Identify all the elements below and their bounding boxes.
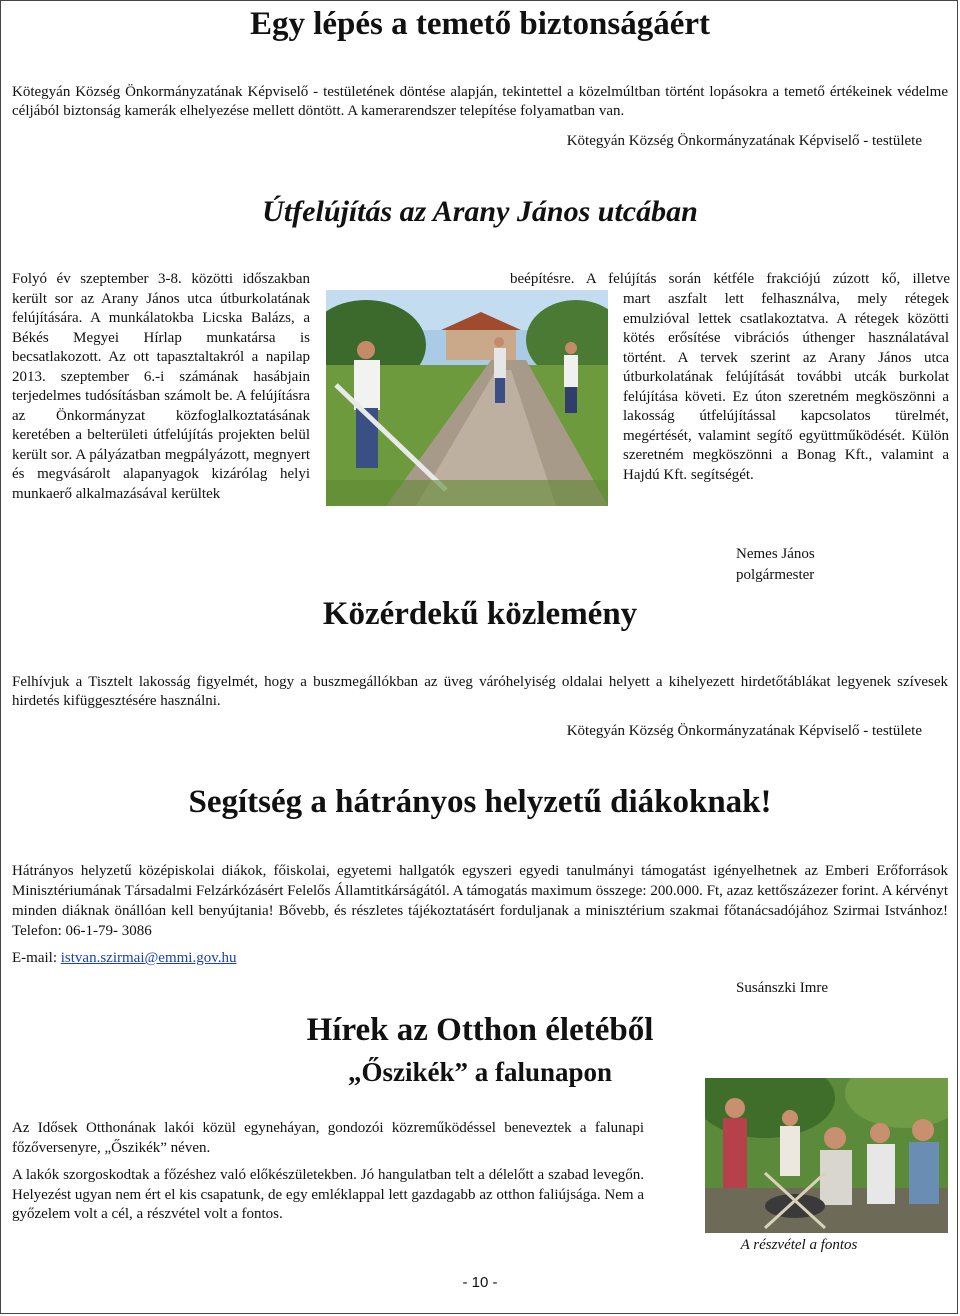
article-right-column-road: mart aszfalt lett felhasználva, mely rétegek emulzióval lettek csatlakoztatva. A rétegek közötti kötés erősítése vibrációs úthenger használatával történt. A tervek szerint az Arany János utca útburkolatának felújítását további utcák burkolat felújítása követi. Ez úton szeretném megköszönni a lakosság útfelújítással kapcsolatos türelmét, megértését, valamint segítő együttműködését. Külön szeretném megköszönni a Bonag Kft., valamint a Hajdú Kft. segítségét.: [623, 291, 949, 483]
signature-mayor-name: Nemes János: [736, 546, 815, 562]
signature-mayor: [736, 545, 815, 585]
article-title-public-notice: Közérdekű közlemény: [322, 596, 638, 632]
email-link[interactable]: istvan.szirmai@emmi.gov.hu: [60, 950, 237, 966]
home-news-paragraph-1: Az Idősek Otthonának lakói közül egyneháyan, gondozói közreműködéssel beneveztek a falunapi főzőversenyre, „Őszikék” néven.: [12, 1120, 644, 1156]
article-body-cemetery: Kötegyán Község Önkormányzatának Képviselő - testületének döntése alapján, tekintettel a közelmúltban történt lopásokra a temető értékeinek védelme céljából biztonság kamerák elhelyezése mellett döntött. A kamerarendszer telepítése folyamatban van.: [12, 84, 948, 119]
signature-council-2: Kötegyán Község Önkormányzatának Képviselő - testülete: [566, 723, 922, 739]
article-title-road: Útfelújítás az Arany János utcában: [262, 195, 698, 228]
article-subtitle-home-news: „Őszikék” a falunapon: [347, 1057, 613, 1087]
signature-students: Susánszki Imre: [736, 980, 829, 996]
email-line: [12, 949, 236, 968]
article-body-students: Hátrányos helyzetű középiskolai diákok, főiskolai, egyetemi hallgatók egyszeri egyedi tanulmányi támogatást igényelhetnek az Emberi Erőforrások Minisztériumának Társadalmi Felzárkózásért Felelős Államtitkárságától. A támogatás maximum összege: 200.000. Ft, azaz kettőszázezer forint. A kérvényt minden diáknak önállóan kell benyújtania! Bővebb, és részletes tájékoztatásért forduljanak a minisztérium szakmai főtanácsadójához Szirmai Istvánhoz! Telefon: 06-1-79- 3086: [12, 863, 948, 939]
signature-council-1: Kötegyán Község Önkormányzatának Képviselő - testülete: [566, 133, 922, 149]
email-label: E-mail:: [12, 950, 61, 966]
home-news-paragraph-2: A lakók szorgoskodtak a főzéshez való előkészületekben. Jó hangulatban telt a délelőtt a szabad levegőn. Helyezést ugyan nem ért el kis csapatunk, de egy emléklappal lett gazdagabb az otthon faliújsága. Nem a győzelem volt a cél, a részvétel volt a fontos.: [12, 1167, 644, 1222]
photo-caption: A részvétel a fontos: [740, 1237, 858, 1253]
article-body-home-news: [12, 1119, 644, 1225]
article-title-cemetery: Egy lépés a temető biztonságáért: [249, 6, 711, 42]
article-left-column-road: Folyó év szeptember 3-8. közötti időszakban került sor az Arany János utca útburkolatának felújítására. A munkálatokba Licska Balázs, a Békés Megyei Hírlap munkatársa is becsatlakozott. Az ott tapasztaltakról a napilap 2013. szeptember 6.-i számának hasábjain terjedelmes tudósításban számolt be. A felújításra az Önkormányzat közfoglalkoztatásának keretében a belterületi útfelújítás projekten belül került sor. A pályázatban megpályázott, megnyert és megvásárolt alapanyagok kizárólag helyi munkaerő alkalmazásával kerültek: [12, 271, 310, 502]
article-title-home-news: Hírek az Otthon életéből: [306, 1012, 654, 1048]
signature-mayor-title: polgármester: [736, 567, 815, 583]
article-right-first-line-road: beépítésre. A felújítás során kétféle frakciójú zúzott kő, illetve: [510, 271, 950, 287]
elderly-residents-photo: [705, 1078, 948, 1233]
article-body-public-notice: Felhívjuk a Tisztelt lakosság figyelmét, hogy a buszmegállókban az üveg váróhelyiség oldalai helyett a kihelyezett hirdetőtáblákat legyenek szívesek hirdetés kifüggesztésére használni.: [12, 674, 948, 709]
page-number: - 10 -: [462, 1274, 498, 1291]
road-construction-photo: [326, 290, 608, 506]
article-title-students: Segítség a hátrányos helyzetű diákoknak!: [188, 784, 772, 820]
